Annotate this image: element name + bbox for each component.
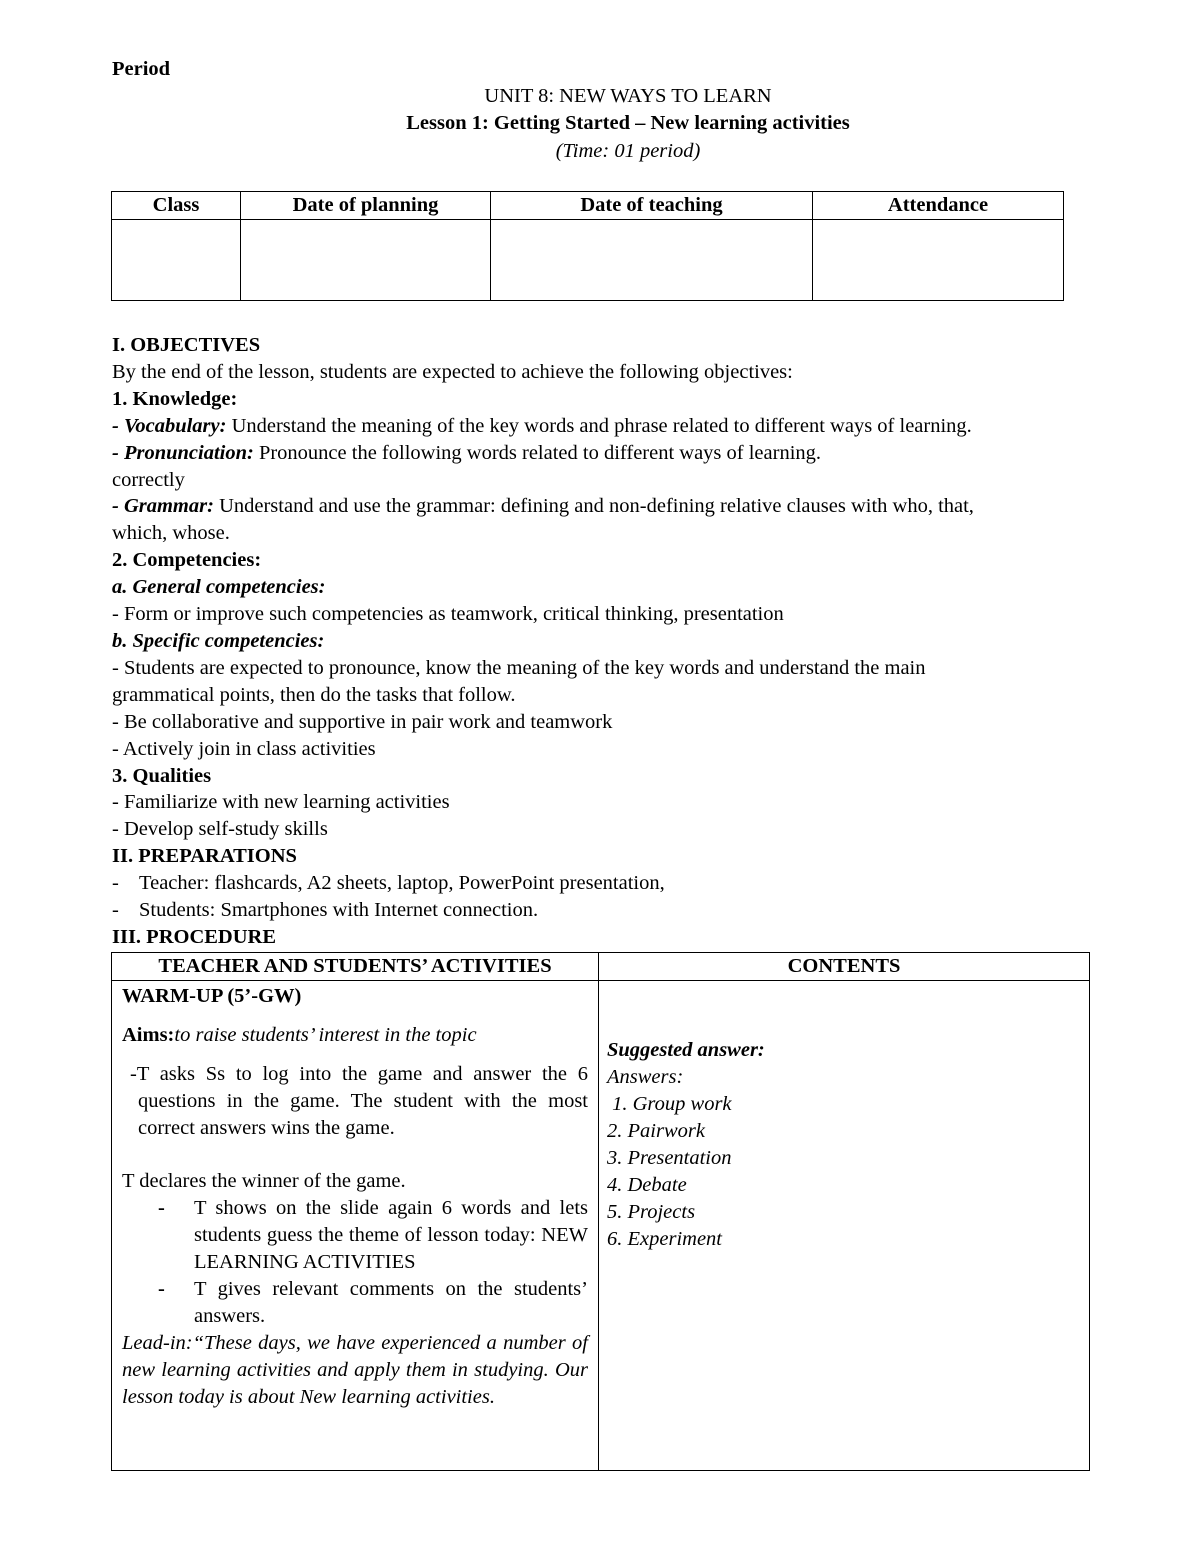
vocabulary-text: Understand the meaning of the key words and phrase related to different ways of learning. — [226, 414, 972, 437]
unit-title: UNIT 8: NEW WAYS TO LEARN — [484, 85, 772, 107]
answer-item: 2. Pairwork — [607, 1120, 705, 1142]
activities-cell — [112, 981, 599, 1471]
pronunciation-continued: correctly — [112, 468, 185, 491]
period-label: Period — [112, 58, 171, 80]
answer-item: 6. Experiment — [607, 1228, 722, 1250]
quality-2: - Develop self-study skills — [112, 818, 328, 841]
header-attendance: Attendance — [813, 192, 1064, 220]
procedure-header-row — [112, 953, 1090, 981]
class-info-empty-row — [112, 220, 1064, 301]
header-date-teaching: Date of teaching — [491, 192, 813, 220]
vocabulary-label: - Vocabulary: — [112, 414, 227, 437]
aims-label: Aims: — [122, 1024, 175, 1046]
bullet-item: - T shows on the slide again 6 words and lets students guess the theme of lesson today: NEW LEARNING ACTIVITIES — [122, 1195, 588, 1276]
lead-in-paragraph — [122, 1330, 588, 1411]
cell-date-planning — [241, 220, 491, 301]
specific-competency-1a: - Students are expected to pronounce, know the meaning of the key words and understand the main — [112, 656, 926, 679]
lead-in-text: “These days, we have experienced a number of new learning activities and apply them in studying. Our lesson today is about New learning activities. — [122, 1332, 588, 1408]
grammar-label: - Grammar: — [112, 495, 214, 518]
warmup-heading: WARM-UP (5’-GW) — [122, 985, 302, 1007]
bullet-comments: T gives relevant comments on the students’ answers. — [194, 1278, 588, 1327]
contents-column-header: CONTENTS — [599, 953, 1090, 981]
preparation-teacher: Teacher: flashcards, A2 sheets, laptop, PowerPoint presentation, — [139, 872, 665, 895]
competencies-heading: 2. Competencies: — [112, 549, 262, 572]
lesson-title: Lesson 1: Getting Started – New learning activities — [406, 112, 850, 134]
general-competencies-text: - Form or improve such competencies as teamwork, critical thinking, presentation — [112, 603, 784, 626]
preparation-item: - Students: Smartphones with Internet connection. — [112, 899, 539, 922]
aims-text: to raise students’ interest in the topic — [174, 1024, 477, 1046]
suggested-answer-label: Suggested answer: — [607, 1039, 765, 1061]
objectives-section — [112, 332, 1112, 951]
activities-column-header: TEACHER AND STUDENTS’ ACTIVITIES — [112, 953, 599, 981]
answer-item: 1. Group work — [607, 1093, 732, 1115]
quality-1: - Familiarize with new learning activities — [112, 791, 450, 814]
preparation-item: - Teacher: flashcards, A2 sheets, laptop, PowerPoint presentation, — [112, 872, 665, 895]
grammar-continued: which, whose. — [112, 522, 230, 545]
specific-competency-1b: grammatical points, then do the tasks that follow. — [112, 683, 516, 706]
cell-attendance — [813, 220, 1064, 301]
cell-date-teaching — [491, 220, 813, 301]
contents-cell — [599, 981, 1090, 1471]
header-class: Class — [112, 192, 241, 220]
step-login-game: -T asks Ss to log into the game and answer the 6 questions in the game. The student with the most correct answers wins the game. — [130, 1063, 588, 1139]
bullet-show-words: T shows on the slide again 6 words and lets students guess the theme of lesson today: NEW LEARNING ACTIVITIES — [194, 1197, 588, 1273]
pronunciation-text: Pronounce the following words related to different ways of learning. — [253, 441, 822, 464]
class-info-table — [111, 191, 1064, 301]
objectives-intro: By the end of the lesson, students are expected to achieve the following objectives: — [112, 360, 793, 383]
general-competencies-label: a. General competencies: — [112, 576, 326, 599]
answer-item: 3. Presentation — [607, 1147, 732, 1169]
pronunciation-line — [112, 440, 1112, 467]
answer-item: 5. Projects — [607, 1201, 696, 1223]
knowledge-heading: 1. Knowledge: — [112, 387, 238, 410]
specific-competencies-label: b. Specific competencies: — [112, 629, 325, 652]
cell-class — [112, 220, 241, 301]
qualities-heading: 3. Qualities — [112, 764, 212, 787]
preparation-students: Students: Smartphones with Internet connection. — [139, 899, 539, 922]
header-date-planning: Date of planning — [241, 192, 491, 220]
procedure-heading: III. PROCEDURE — [112, 925, 277, 948]
time-note: (Time: 01 period) — [555, 140, 701, 162]
pronunciation-label: - Pronunciation: — [112, 441, 254, 464]
answer-item: 4. Debate — [607, 1174, 687, 1196]
bullet-item: - T gives relevant comments on the students’ answers. — [122, 1276, 588, 1330]
answers-label: Answers: — [607, 1066, 684, 1088]
grammar-line — [112, 493, 1112, 520]
warmup-row — [112, 981, 1090, 1471]
class-info-header-row — [112, 192, 1064, 220]
aims-line — [122, 1022, 588, 1049]
objectives-heading: I. OBJECTIVES — [112, 334, 261, 356]
preparations-heading: II. PREPARATIONS — [112, 845, 297, 868]
procedure-table — [111, 952, 1090, 1471]
step-declare-winner: T declares the winner of the game. — [122, 1170, 406, 1192]
specific-competency-3: - Actively join in class activities — [112, 737, 376, 760]
grammar-text: Understand and use the grammar: defining and non-defining relative clauses with who, that, — [213, 495, 974, 518]
specific-competency-2: - Be collaborative and supportive in pair work and teamwork — [112, 710, 613, 733]
lead-in-label: Lead-in: — [122, 1332, 193, 1354]
vocabulary-line — [112, 413, 1112, 440]
